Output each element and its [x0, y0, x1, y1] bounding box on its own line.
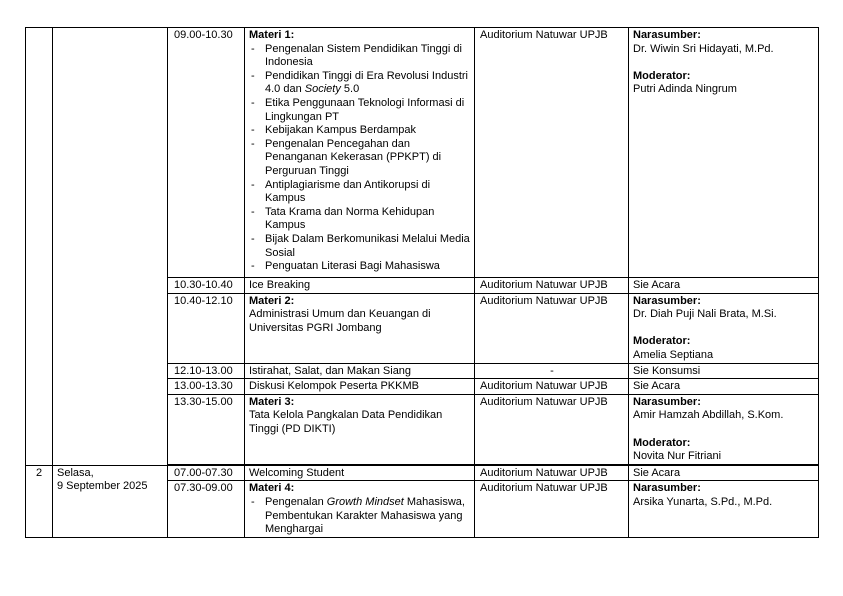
activity-cell	[245, 481, 475, 537]
pic-cell: Sie Acara	[629, 465, 819, 481]
activity-cell: Diskusi Kelompok Peserta PKKMB	[245, 379, 475, 395]
topic-item: - Pendidikan Tinggi di Era Revolusi Industri 4.0 dan Society 5.0	[249, 70, 470, 97]
activity-cell	[245, 293, 475, 363]
time-cell: 12.10-13.00	[168, 363, 245, 379]
pic-cell: Sie Acara	[629, 278, 819, 294]
time-cell: 13.30-15.00	[168, 394, 245, 464]
speaker-label: Narasumber:	[633, 294, 701, 307]
topic-item: - Tata Krama dan Norma Kehidupan Kampus	[249, 206, 470, 233]
speaker-name: Dr. Wiwin Sri Hidayati, M.Pd.	[633, 42, 774, 55]
pic-cell	[629, 293, 819, 363]
activity-cell	[245, 394, 475, 464]
location-cell: Auditorium Natuwar UPJB	[475, 465, 629, 481]
moderator-name: Putri Adinda Ningrum	[633, 83, 737, 96]
pic-cell: Sie Konsumsi	[629, 363, 819, 379]
schedule-table	[25, 27, 819, 538]
day-date: 9 September 2025	[57, 480, 148, 493]
activity-cell	[245, 28, 475, 278]
moderator-name: Amelia Septiana	[633, 348, 714, 361]
location-cell: Auditorium Natuwar UPJB	[475, 293, 629, 363]
pic-cell: Sie Acara	[629, 379, 819, 395]
day-number-cell	[26, 28, 53, 466]
speaker-name: Dr. Diah Puji Nali Brata, M.Si.	[633, 308, 777, 321]
day-date-cell	[53, 465, 168, 537]
speaker-name: Arsika Yunarta, S.Pd., M.Pd.	[633, 495, 773, 508]
activity-cell: Welcoming Student	[245, 465, 475, 481]
table-row	[26, 465, 819, 481]
pic-cell	[629, 28, 819, 278]
topic-list	[249, 43, 470, 274]
location-cell: Auditorium Natuwar UPJB	[475, 481, 629, 537]
speaker-label: Narasumber:	[633, 395, 701, 408]
topic-item: - Antiplagiarisme dan Antikorupsi di Kampus	[249, 179, 470, 206]
topic-item: - Etika Penggunaan Teknologi Informasi di Lingkungan PT	[249, 97, 470, 124]
topic-item: - Pengenalan Growth Mindset Mahasiswa, Pembentukan Karakter Mahasiswa yang Menghargai	[249, 496, 470, 537]
location-cell: Auditorium Natuwar UPJB	[475, 278, 629, 294]
location-cell: Auditorium Natuwar UPJB	[475, 394, 629, 464]
activity-cell: Ice Breaking	[245, 278, 475, 294]
topic-list	[249, 496, 470, 537]
day-date-cell	[53, 28, 168, 466]
topic-item: - Penguatan Literasi Bagi Mahasiswa	[249, 260, 470, 274]
topic-item: - Pengenalan Sistem Pendidikan Tinggi di Indonesia	[249, 43, 470, 70]
time-cell: 10.30-10.40	[168, 278, 245, 294]
topic-item: - Pengenalan Pencegahan dan Penanganan Kekerasan (PPKPT) di Perguruan Tinggi	[249, 138, 470, 179]
moderator-name: Novita Nur Fitriani	[633, 450, 722, 463]
moderator-label: Moderator:	[633, 436, 691, 449]
session-title: Materi 2:	[249, 294, 295, 307]
session-title: Materi 4:	[249, 482, 295, 495]
location-cell: Auditorium Natuwar UPJB	[475, 28, 629, 278]
topic-item: - Kebijakan Kampus Berdampak	[249, 124, 470, 138]
table-row	[26, 28, 819, 278]
session-description: Tata Kelola Pangkalan Data Pendidikan Tinggi (PD DIKTI)	[249, 409, 443, 435]
session-title: Materi 1:	[249, 29, 295, 41]
moderator-label: Moderator:	[633, 69, 691, 82]
session-description: Administrasi Umum dan Keuangan di Universitas PGRI Jombang	[249, 308, 431, 334]
day-name: Selasa,	[57, 466, 94, 479]
time-cell: 09.00-10.30	[168, 28, 245, 278]
location-cell: Auditorium Natuwar UPJB	[475, 379, 629, 395]
day-number-cell: 2	[26, 465, 53, 537]
topic-item: - Bijak Dalam Berkomunikasi Melalui Media Sosial	[249, 233, 470, 260]
time-cell: 07.00-07.30	[168, 465, 245, 481]
speaker-name: Amir Hamzah Abdillah, S.Kom.	[633, 409, 784, 422]
pic-cell	[629, 481, 819, 537]
activity-cell: Istirahat, Salat, dan Makan Siang	[245, 363, 475, 379]
time-cell: 13.00-13.30	[168, 379, 245, 395]
speaker-label: Narasumber:	[633, 482, 701, 495]
location-cell: -	[475, 363, 629, 379]
moderator-label: Moderator:	[633, 335, 691, 348]
time-cell: 10.40-12.10	[168, 293, 245, 363]
pic-cell	[629, 394, 819, 464]
time-cell: 07.30-09.00	[168, 481, 245, 537]
session-title: Materi 3:	[249, 395, 295, 408]
speaker-label: Narasumber:	[633, 29, 701, 41]
